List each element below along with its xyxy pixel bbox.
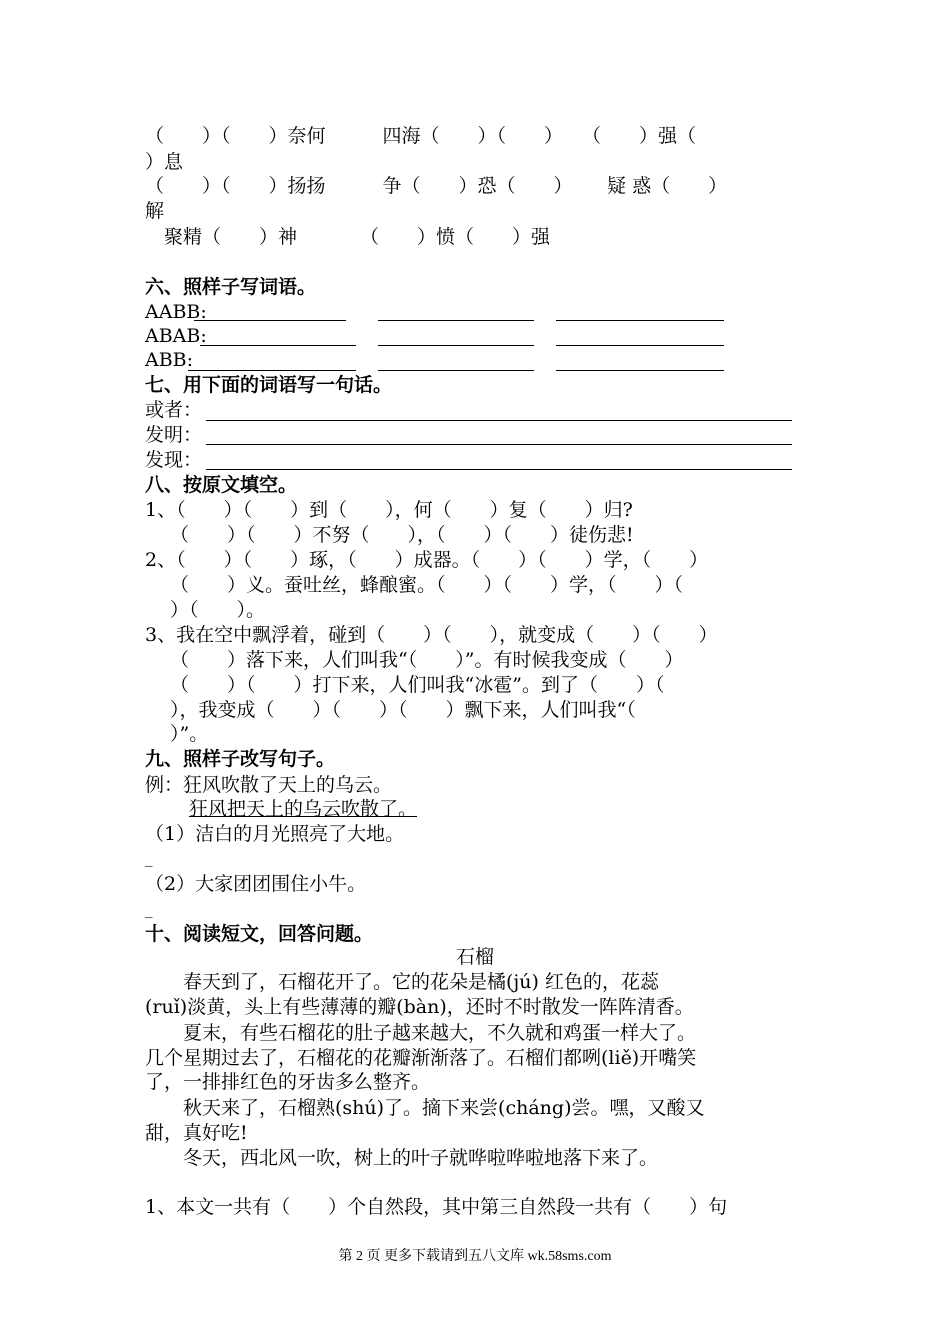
fill-line-4: （ ）义。蚕吐丝，蜂酿蜜。（ ）（ ）学，（ ）（ (145, 574, 684, 596)
pattern-abab-blank-2[interactable] (378, 345, 534, 346)
page-footer: 第 2 页 更多下载请到五八文库 wk.58sms.com (338, 1249, 612, 1264)
section7-title: 七、用下面的词语写一句话。 (145, 374, 393, 396)
sentence-label-huozhe: 或者： (145, 399, 203, 421)
pattern-aabb-blank-2[interactable] (378, 320, 534, 321)
idiom-line-1: （ ）（ ）奈何 四海（ ）（ ） （ ）强（ (145, 125, 697, 147)
sentence-label-faxian: 发现： (145, 449, 203, 471)
pattern-label-abb: ABB: (145, 349, 194, 371)
story-p2-line-3: 了，一排排红色的牙齿多么整齐。 (145, 1071, 431, 1093)
fill-line-7: （ ）落下来，人们叫我“（ ）”。有时候我变成（ ） (145, 649, 684, 671)
sentence-faxian-blank[interactable] (206, 469, 792, 470)
fill-line-9: ），我变成（ ）（ ）（ ）飘下来，人们叫我“（ (145, 699, 636, 721)
story-p1-line-2: (ruǐ)淡黄，头上有些薄薄的瓣(bàn)，还时不时散发一阵阵清香。 (145, 996, 694, 1018)
idiom-line-5: 聚精（ ）神 （ ）愤（ ）强 (145, 226, 551, 248)
rewrite-question-1: （1）洁白的月光照亮了大地。 (145, 823, 405, 845)
pattern-abb-blank-2[interactable] (378, 370, 534, 371)
section9-title: 九、照样子改写句子。 (145, 748, 336, 770)
pattern-abb-blank-1[interactable] (188, 370, 356, 371)
pattern-abab-blank-1[interactable] (200, 345, 356, 346)
fill-line-10: ）”。 (145, 723, 209, 745)
section6-title: 六、照样子写词语。 (145, 276, 317, 298)
sentence-huozhe-blank[interactable] (206, 420, 792, 421)
story-p2-line-1: 夏末，有些石榴花的肚子越来越大，不久就和鸡蛋一样大了。 (145, 1022, 697, 1044)
rewrite-example-answer: 狂风把天上的乌云吹散了。 (189, 798, 418, 820)
idiom-line-2: ）息 (145, 151, 184, 173)
pattern-abb-blank-3[interactable] (556, 370, 724, 371)
fill-line-2: （ ）（ ）不努（ ），（ ）（ ）徒伤悲! (145, 524, 634, 546)
fill-line-6: 3、我在空中飘浮着，碰到（ ）（ ），就变成（ ）（ ） (145, 624, 718, 646)
pattern-abab-blank-3[interactable] (556, 345, 724, 346)
story-p3-line-1: 秋天来了，石榴熟(shú)了。摘下来尝(cháng)尝。嘿，又酸又 (145, 1097, 705, 1119)
idiom-line-3: （ ）（ ）扬扬 争（ ）恐（ ） 疑 惑（ ） (145, 175, 728, 197)
pattern-label-aabb: AABB: (145, 301, 207, 323)
story-p3-line-2: 甜，真好吃! (145, 1122, 248, 1144)
fill-line-8: （ ）（ ）打下来，人们叫我“冰雹”。到了（ ）（ (145, 674, 665, 696)
fill-line-3: 2、（ ）（ ）琢，（ ）成器。（ ）（ ）学，（ ） (145, 549, 709, 571)
rewrite-example: 例：狂风吹散了天上的乌云。 (145, 774, 393, 796)
pattern-aabb-blank-3[interactable] (556, 320, 724, 321)
sentence-label-faming: 发明： (145, 424, 203, 446)
story-title: 石榴 (455, 946, 494, 968)
reading-question-1: 1、本文一共有（ ）个自然段，其中第三自然段一共有（ ）句 (145, 1196, 728, 1218)
pattern-aabb-blank-1[interactable] (194, 320, 346, 321)
section8-title: 八、按原文填空。 (145, 474, 298, 496)
section10-title: 十、阅读短文，回答问题。 (145, 923, 374, 945)
fill-line-5: ）（ ）。 (145, 599, 266, 621)
rewrite-answer-blank-1[interactable]: _ (145, 849, 153, 867)
sentence-faming-blank[interactable] (206, 444, 792, 445)
rewrite-answer-blank-2[interactable]: _ (145, 900, 153, 918)
fill-line-1: 1、（ ）（ ）到（ ），何（ ）复（ ）归? (145, 499, 633, 521)
rewrite-question-2: （2）大家团团围住小牛。 (145, 873, 367, 895)
story-p4: 冬天，西北风一吹，树上的叶子就哗啦哗啦地落下来了。 (145, 1147, 659, 1169)
story-p2-line-2: 几个星期过去了，石榴花的花瓣渐渐落了。石榴们都咧(liě)开嘴笑 (145, 1047, 697, 1069)
story-p1-line-1: 春天到了，石榴花开了。它的花朵是橘(jú) 红色的，花蕊 (145, 971, 659, 993)
pattern-label-abab: ABAB: (145, 325, 207, 347)
idiom-line-4: 解 (145, 200, 165, 222)
